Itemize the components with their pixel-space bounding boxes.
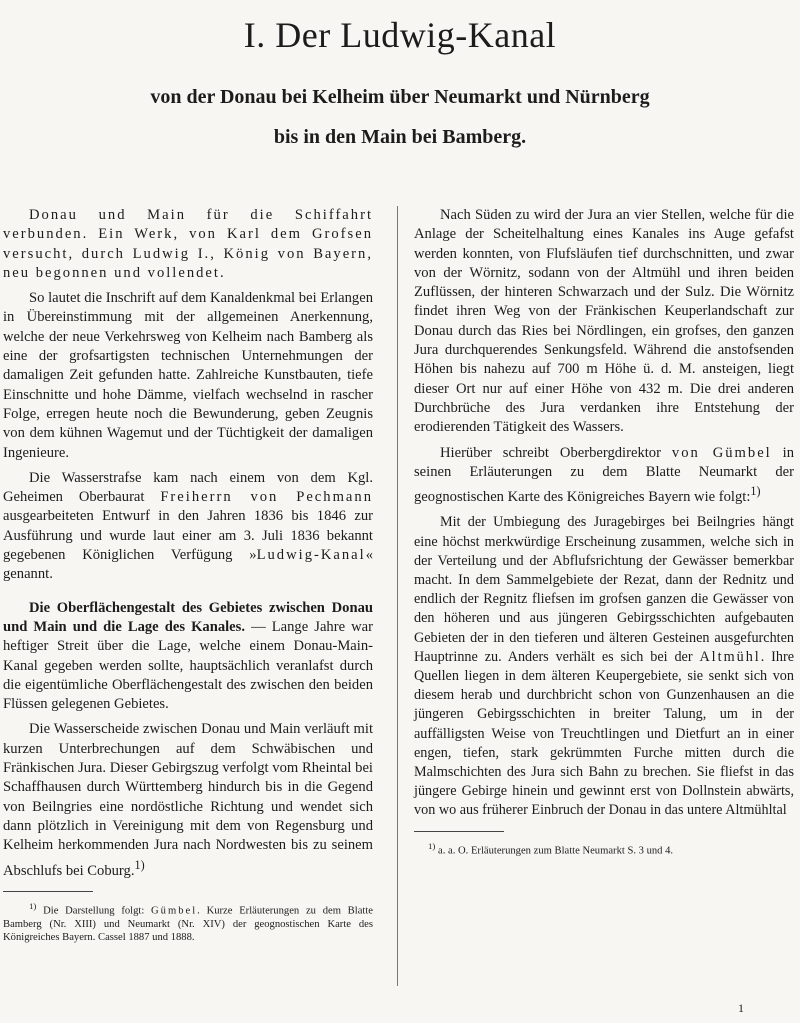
right-footnote	[414, 840, 794, 858]
block-quote	[414, 513, 794, 820]
subtitle-line-2: bis in den Main bei Bamberg.	[273, 126, 527, 148]
page-number: 1	[738, 1001, 744, 1015]
left-paragraph-2: So lautet die Inschrift auf dem Kanaldenkmal bei Erlangen in Übereinstimmung mit der allgemeinen Anerkennung, welche der neue Verkehrsweg von Kelheim nach Bamberg als eine der grofsartigsten technischen Unternehmungen der damaligen Zeit gefunden hatte. Zahlreiche Kunstbauten, tiefe Einschnitte und hohe Dämme, vielfach wechselnd in rascher Folge, erregen heute noch die Bewunderung, geben Zeugnis von dem kühnen Wagemut und der Tüchtigkeit der damaligen Ingenieure.	[3, 290, 373, 461]
text-span: Hierüber schreibt Oberbergdirektor	[440, 444, 672, 461]
left-paragraph-4	[3, 599, 373, 715]
text-span: . Kurze Erläuterungen zu dem Blatte Bamberg (Nr. XIII) und Neumarkt (Nr. XIV) der geognostischen Karte des Königreiches Bayern. Cassel 1887 und 1888.	[3, 905, 373, 944]
footnote-ref: 1)	[134, 857, 145, 872]
left-paragraph-3	[3, 469, 373, 585]
text-span: . Ihre Quellen liegen in dem älteren Keupergebiete, sie senkt sich von diesem herab und durchbricht schon von Gunzenhausen an die jüngeren Gebirgsschichten in breiter Talung, um in der auffälligsten Weise von Treuchtlingen und Dietfurt an in einer engen, tiefen, stark gekrümmten Furche mitten durch die Malmschichten des Jura sich Bahn zu brechen. Sie fliefst in das jüngere Gebirge hinein und gewinnt erst von Dollnstein abwärts, von wo aus früherer Einbruch der Donau in das untere Altmühltal	[414, 648, 794, 819]
text-span: « genannt.	[3, 547, 373, 583]
text-span: Die Darstellung folgt:	[43, 905, 152, 917]
ludwig-kanal-name: Ludwig-Kanal	[256, 547, 366, 564]
footnote-mark: 1)	[428, 840, 436, 851]
page-title: I. Der Ludwig-Kanal	[243, 15, 557, 55]
von-guembel-name: von Gümbel	[671, 444, 772, 461]
text-span: Mit der Umbiegung des Juragebirges bei Beilngries hängt eine höchst merkwürdige Erscheinung zusammen, welche sich in der Verteilung und der Abflufsrichtung der Gewässer bemerkbar macht. In dem Sammelgebiete der Rezat, dann der Rednitz und endlich der Regnitz fliefsen im grofsen ganzen die Gewässer von den höheren und aus jüngeren Gebirgsschichten aufgebauten Gebieten der in den tieferen und älteren Gesteinen ausgefurchten Hauptrinne zu. Anders verhält es sich bei der	[414, 514, 794, 665]
right-paragraph-2	[414, 444, 794, 508]
text-span: ausgearbeiteten Entwurf in den Jahren 1836 bis 1846 zur Ausführung und wurde laut einer am 3. Juli 1836 bekannt gegebenen Königlichen Verfügung »	[3, 508, 373, 564]
text-span: Die Wasserstrafse kam nach einem von dem Kgl. Geheimen Oberbaurat	[3, 469, 373, 506]
altmuehl-name: Altmühl	[699, 648, 761, 665]
column-divider	[397, 206, 398, 986]
quote-paragraph	[414, 513, 794, 820]
text-span: Die Wasserscheide zwischen Donau und Main verläuft mit kurzen Unterbrechungen auf dem Schwäbischen und Fränkischen Jura. Dieser Gebirgszug verfolgt vom Rheintal bei Schaffhausen durch Württemberg hindurch bis in die Gegend von Beilngries eine nordöstliche Richtung und wendet sich dann plötzlich in Vereinigung mit dem von Regensburg und Kelheim herkommenden Jura nach Nordwesten bis zu seinem Abschlufs bei Coburg.	[3, 721, 373, 879]
text-span: a. a. O. Erläuterungen zum Blatte Neumarkt S. 3 und 4.	[438, 845, 674, 857]
text-span: — Lange Jahre war heftiger Streit über die Lage, welche einem Donau-Main-Kanal gegeben werden sollte, hauptsächlich veranlafst durch die eigentümliche Oberflächengestalt des zwischen den beiden Flüssen gelegenen Gebietes.	[3, 618, 373, 713]
inscription-paragraph: Donau und Main für die Schiffahrt verbunden. Ein Werk, von Karl dem Grofsen versucht, durch Ludwig I., König von Bayern, neu begonnen und vollendet.	[3, 207, 373, 281]
footnote-divider	[414, 831, 504, 832]
right-paragraph-1: Nach Süden zu wird der Jura an vier Stellen, welche für die Anlage der Scheitelhaltung eines Kanales ins Auge gefafst werden konnten, von Flufsläufen tief durchschnitten, und zwar von der Wörnitz, sodann von der Altmühl und ihren beiden Zuflüssen, der hinteren Schwarzach und der Sulz. Die Wörnitz findet ihren Weg von der Fränkischen Keuperlandschaft zur Donau durch das Ries bei Nördlingen, ein grofses, den ganzen Jura durchquerendes Senkungsfeld. Während die anstofsenden Höhen bis nahezu auf 700 m Höhe ü. d. M. ansteigen, liegt dieser Ort nur auf einer Höhe von 432 m. Die drei anderen Durchbrüche des Jura verdanken ihre Entstehung der erodierenden Tätigkeit des Wassers.	[414, 207, 794, 436]
subtitle-line-1: von der Donau bei Kelheim über Neumarkt und Nürnberg	[150, 86, 650, 108]
text-span: in seinen Erläuterungen zu dem Blatte Neumarkt der geognostischen Karte des Königreiches Bayern wie folgt:	[414, 444, 795, 506]
section-heading: Die Oberflächengestalt des Gebietes zwischen Donau und Main und die Lage des Kanales.	[3, 599, 373, 635]
guembel-name: Gümbel	[151, 905, 198, 917]
right-column	[414, 206, 794, 864]
footnote-ref: 1)	[750, 484, 761, 499]
left-footnote	[3, 900, 373, 945]
left-paragraph-5	[3, 720, 373, 880]
pechmann-name: Freiherrn von Pechmann	[160, 489, 373, 506]
footnote-divider	[3, 891, 93, 892]
left-column	[3, 206, 373, 951]
footnote-mark: 1)	[29, 900, 37, 911]
